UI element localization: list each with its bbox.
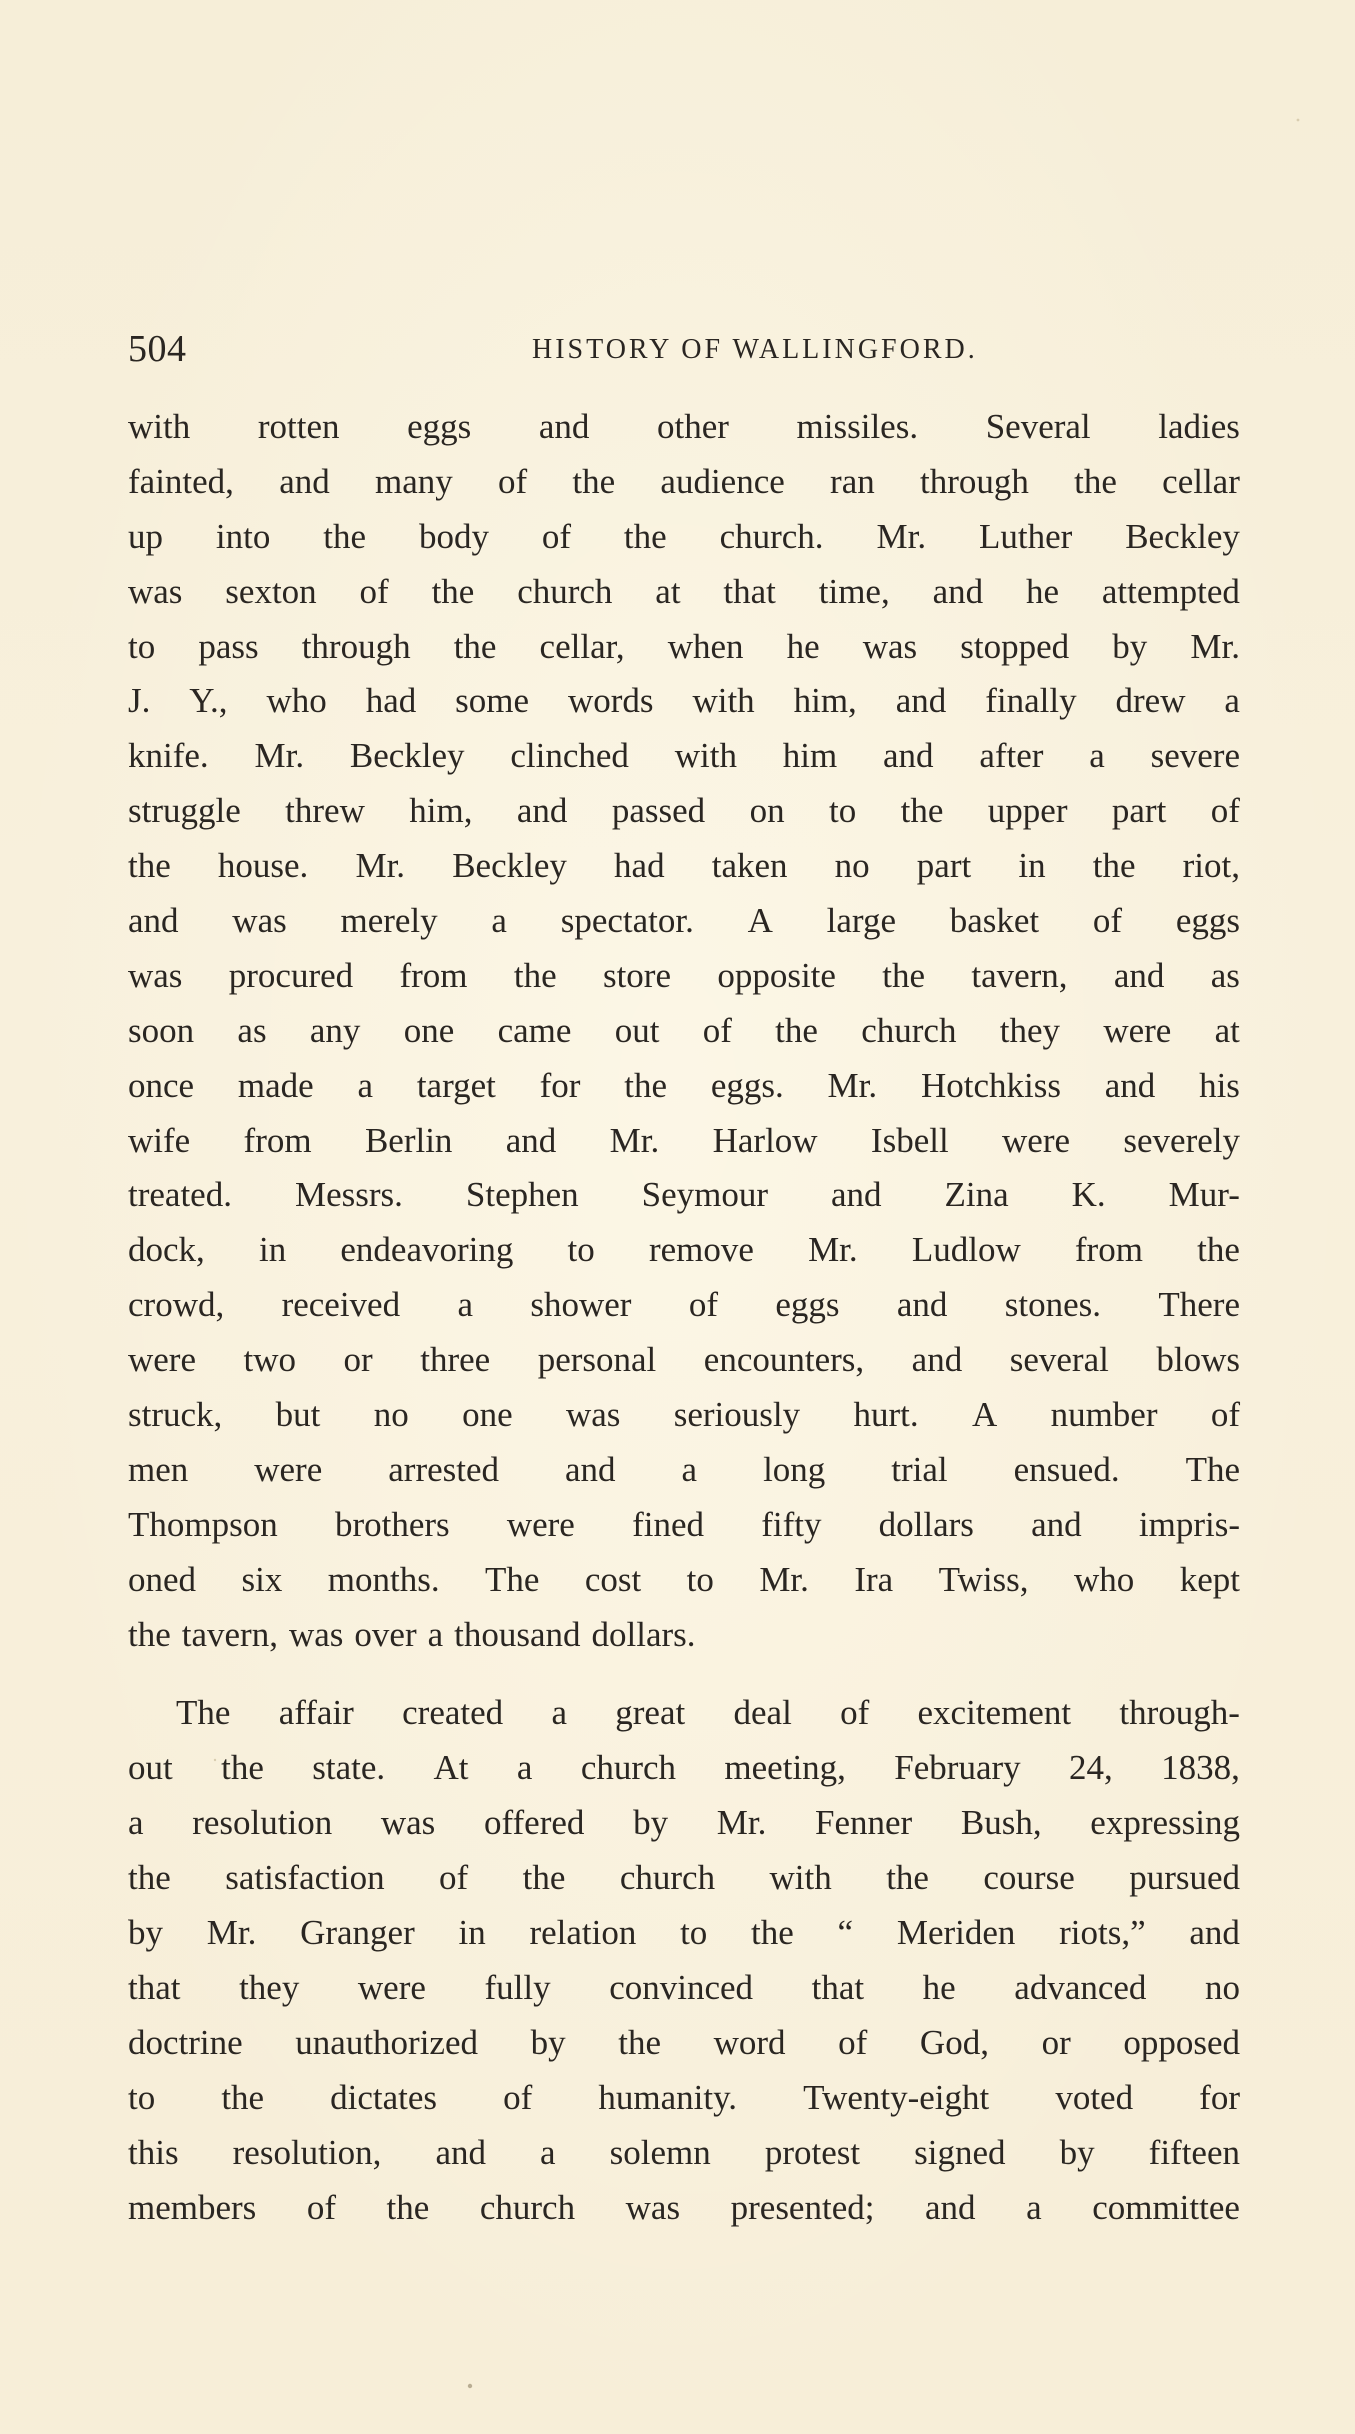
text-line: to pass through the cellar, when he was stopped by Mr. [128,626,1240,666]
text-line: and was merely a spectator. A large basket of eggs [128,901,1240,941]
paper-speck [1297,119,1300,122]
text-line: struggle threw him, and passed on to the upper part of [128,791,1240,831]
text-line: once made a target for the eggs. Mr. Hotchkiss and his [128,1065,1240,1105]
text-line: members of the church was presented; and a committee [128,2187,1240,2227]
text-line: J. Y., who had some words with him, and finally drew a [128,681,1240,721]
text-line: were two or three personal encounters, and several blows [128,1340,1240,1380]
text-line: doctrine unauthorized by the word of God, or opposed [128,2022,1240,2062]
text-line: was procured from the store opposite the tavern, and as [128,955,1240,995]
text-line: oned six months. The cost to Mr. Ira Twiss, who kept [128,1559,1240,1599]
paragraph [128,1686,1240,2235]
text-line: The affair created a great deal of excitement through- [176,1693,1240,1733]
text-line: Thompson brothers were fined fifty dollars and impris- [128,1504,1240,1544]
text-line: soon as any one came out of the church they were at [128,1010,1240,1050]
text-line: treated. Messrs. Stephen Seymour and Zina K. Mur- [128,1175,1240,1215]
text-line: the house. Mr. Beckley had taken no part in the riot, [128,846,1240,886]
text-line: that they were fully convinced that he advanced no [128,1967,1240,2007]
text-line: crowd, received a shower of eggs and stones. There [128,1285,1240,1325]
page-number: 504 [128,328,187,370]
text-line: men were arrested and a long trial ensued. The [128,1449,1240,1489]
text-line: by Mr. Granger in relation to the “ Meriden riots,” and [128,1913,1240,1953]
text-line: was sexton of the church at that time, and he attempted [128,571,1240,611]
text-line: with rotten eggs and other missiles. Several ladies [128,407,1240,446]
text-line: struck, but no one was seriously hurt. A number of [128,1395,1240,1435]
text-line: the tavern, was over a thousand dollars. [128,1614,696,1654]
paragraph [128,400,1240,1662]
text-line: wife from Berlin and Mr. Harlow Isbell were severely [128,1120,1240,1160]
text-line: a resolution was offered by Mr. Fenner Bush, expressing [128,1803,1240,1843]
paper-speck [468,2384,472,2388]
text-line: to the dictates of humanity. Twenty-eight voted for [128,2077,1240,2117]
text-line: the satisfaction of the church with the course pursued [128,1858,1240,1898]
running-head [128,326,1228,372]
text-line: knife. Mr. Beckley clinched with him and after a severe [128,736,1240,776]
running-title: HISTORY OF WALLINGFORD. [532,334,978,365]
text-line: fainted, and many of the audience ran through the cellar [128,461,1240,501]
text-line: up into the body of the church. Mr. Luther Beckley [128,516,1240,556]
text-line: this resolution, and a solemn protest signed by fifteen [128,2132,1240,2172]
body-text [128,400,1240,2235]
text-line: dock, in endeavoring to remove Mr. Ludlow from the [128,1230,1240,1270]
text-line: out the state. At a church meeting, February 24, 1838, [128,1748,1240,1788]
